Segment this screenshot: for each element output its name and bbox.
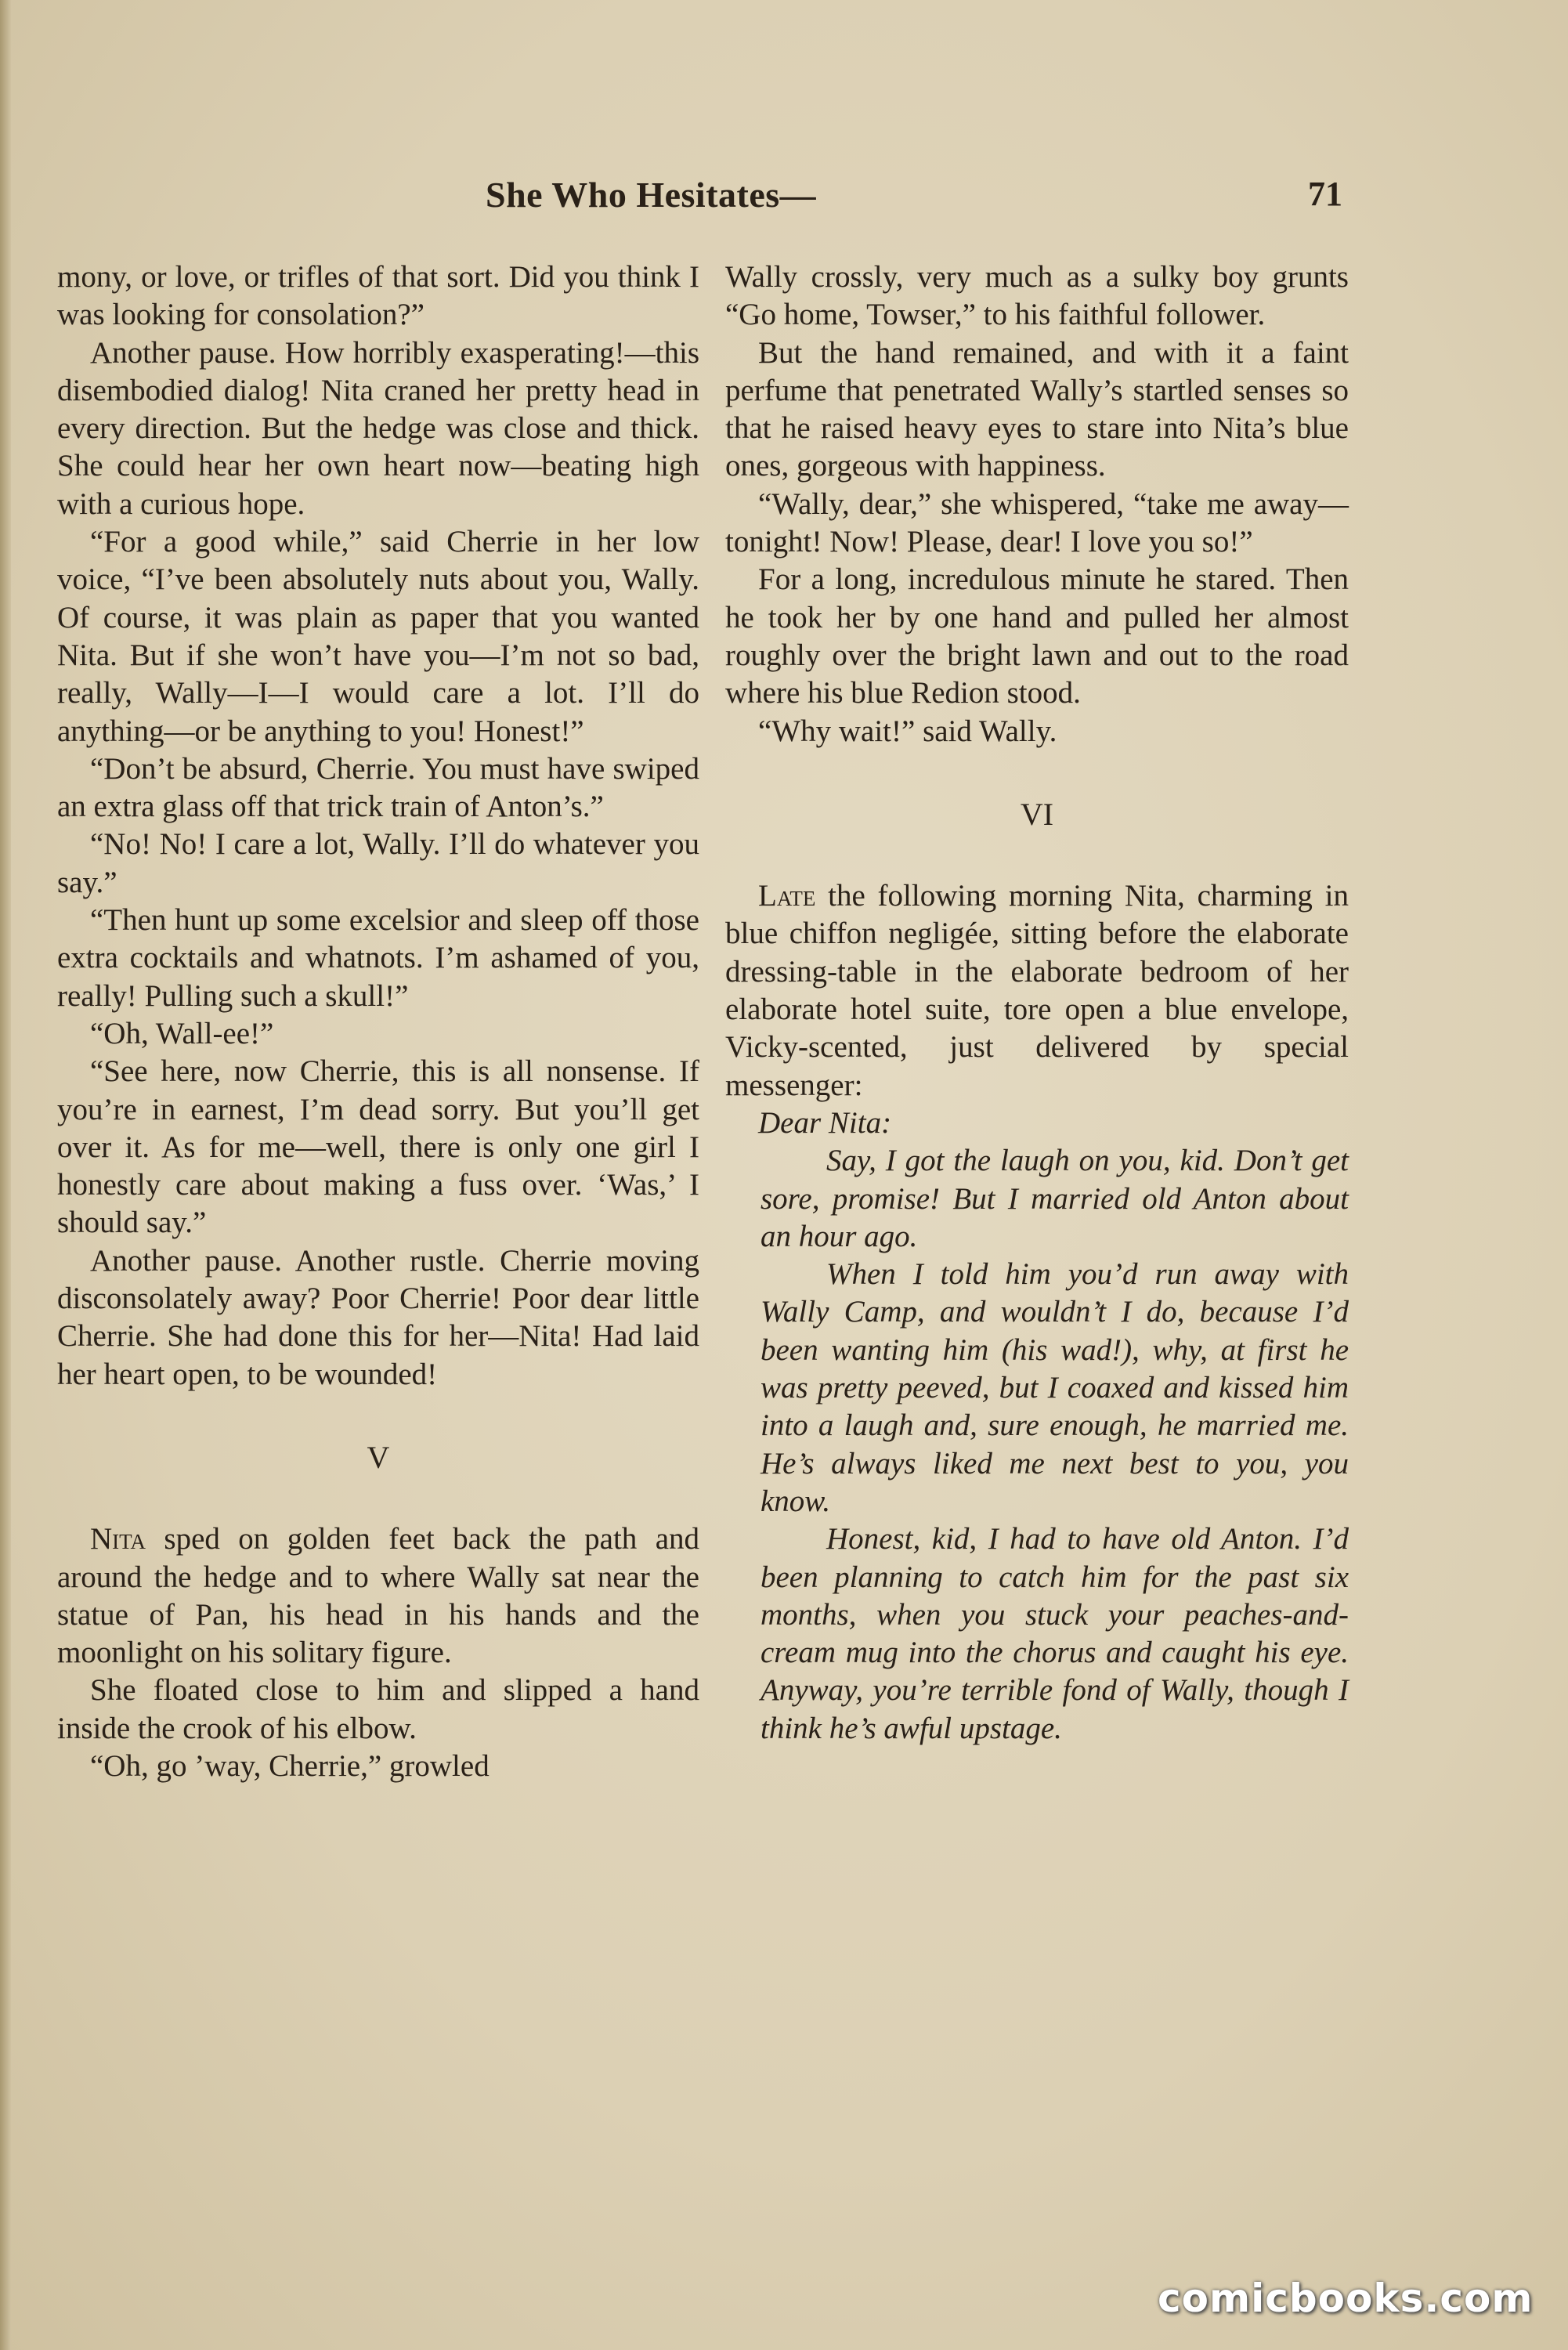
- section-heading-vi: VI: [1020, 796, 1054, 832]
- paragraph: “See here, now Cherrie, this is all nonsense. If you’re in earnest, I’m dead sorry. But you’ll get over it. As for me—well, there is only one girl I honestly care about making a fuss over. ‘Was,’ I should say.”: [57, 1054, 699, 1240]
- paragraph: “Oh, Wall-ee!”: [90, 1016, 274, 1050]
- letter-salutation: Dear Nita:: [758, 1105, 892, 1140]
- paragraph: “Then hunt up some excelsior and sleep off those extra cocktails and whatnots. I’m ashamed of you, really! Pulling such a skull!”: [57, 903, 699, 1013]
- letter-paragraph: Say, I got the laugh on you, kid. Don’t get sore, promise! But I married old Anton about an hour ago.: [761, 1144, 1349, 1253]
- paragraph: Another pause. How horribly exasperating!—this disembodied dialog! Nita craned her pretty head in every direction. But the hedge was close and thick. She could hear her own heart now—beating high with a curious hope.: [57, 335, 699, 521]
- paragraph: “Don’t be absurd, Cherrie. You must have swiped an extra glass off that trick train of Anton’s.”: [57, 751, 699, 824]
- paragraph-text: the following morning Nita, charming in blue chiffon negligée, sitting before the elaborate dressing-table in the elaborate bedroom of her elaborate hotel suite, tore open a blue envelope, Vicky-scented, just delivered by special messenger:: [725, 879, 1349, 1102]
- paragraph-text: sped on golden feet back the path and around the hedge and to where Wally sat near the statue of Pan, his head in his hands and the moonlight on his solitary figure.: [57, 1522, 699, 1670]
- paragraph: Another pause. Another rustle. Cherrie moving disconsolately away? Poor Cherrie! Poor dear little Cherrie. She had done this for her—Nita! Had laid her heart open, to be wounded!: [57, 1243, 699, 1391]
- right-text-column: [725, 258, 1349, 1748]
- running-head-title: She Who Hesitates—: [486, 175, 817, 215]
- paragraph: For a long, incredulous minute he stared. Then he took her by one hand and pulled her almost roughly over the bright lawn and out to the road where his blue Redion stood.: [725, 562, 1349, 710]
- section-lead-word: Late: [758, 879, 816, 913]
- site-watermark: comicbooks.com: [1158, 2276, 1534, 2321]
- page-binding-edge: [0, 0, 11, 2350]
- left-text-column: [57, 258, 699, 1785]
- paragraph: She floated close to him and slipped a hand inside the crook of his elbow.: [57, 1673, 699, 1745]
- paragraph: “Oh, go ’way, Cherrie,” growled: [90, 1748, 490, 1783]
- section-opening-paragraph: [725, 877, 1349, 1104]
- paragraph: Wally crossly, very much as a sulky boy grunts “Go home, Towser,” to his faithful follower.: [725, 260, 1349, 332]
- paragraph: “Wally, dear,” she whispered, “take me away—tonight! Now! Please, dear! I love you so!”: [725, 486, 1349, 559]
- paragraph: “Why wait!” said Wally.: [758, 714, 1057, 748]
- paragraph: But the hand remained, and with it a faint perfume that penetrated Wally’s startled senses so that he raised heavy eyes to stare into Nita’s blue ones, gorgeous with happiness.: [725, 335, 1349, 483]
- section-opening-paragraph: [57, 1520, 699, 1672]
- paragraph: “For a good while,” said Cherrie in her low voice, “I’ve been absolutely nuts about you, Wally. Of course, it was plain as paper that you wanted Nita. But if she won’t have you—I’m not so bad, really, Wally—I—I would care a lot. I’ll do anything—or be anything to you! Honest!”: [57, 525, 699, 748]
- page-number: 71: [1308, 175, 1342, 213]
- paragraph: mony, or love, or trifles of that sort. Did you think I was looking for consolation?”: [57, 260, 699, 332]
- letter-paragraph: Honest, kid, I had to have old Anton. I’d been planning to catch him for the past six months, when you stuck your peaches-and-cream mug into the chorus and caught his eye. Anyway, you’re terrible fond of Wally, though I think he’s awful upstage.: [761, 1522, 1349, 1745]
- letter-paragraph: When I told him you’d run away with Wally Camp, and wouldn’t I do, because I’d been wanting him (his wad!), why, at first he was pretty peeved, but I coaxed and kissed him into a laugh and, sure enough, he married me. He’s always liked me next best to you, you know.: [761, 1257, 1349, 1518]
- paragraph: “No! No! I care a lot, Wally. I’ll do whatever you say.”: [57, 827, 699, 899]
- section-lead-word: Nita: [90, 1522, 146, 1556]
- section-heading-v: V: [367, 1439, 390, 1475]
